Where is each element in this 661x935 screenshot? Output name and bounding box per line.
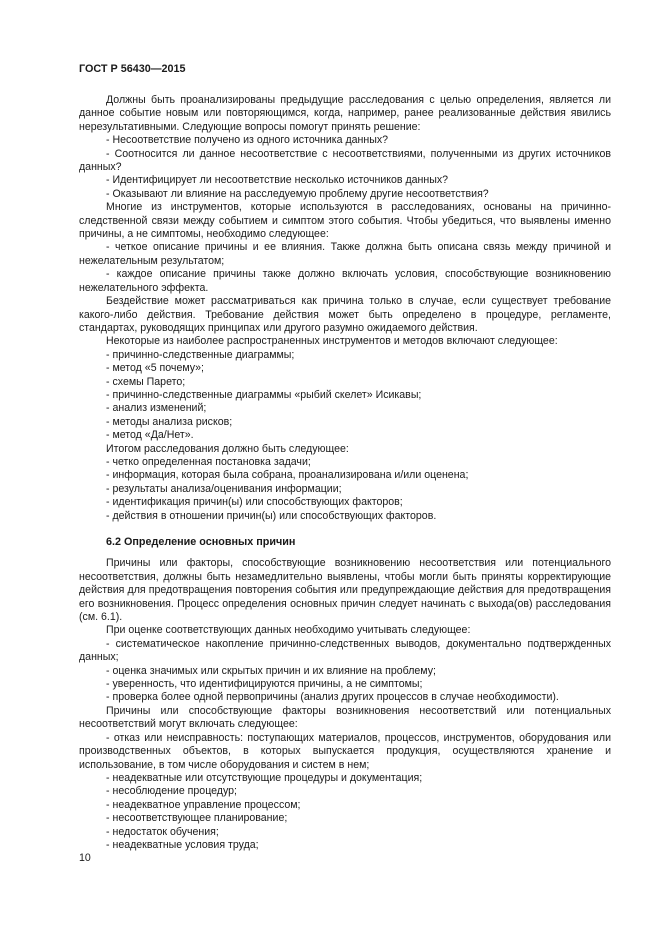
paragraph: При оценке соответствующих данных необходимо учитывать следующее: (106, 624, 471, 637)
paragraph: Многие из инструментов, которые используются в расследованиях, основаны на причинно-следственной связи между событием и симптом этого события. Чтобы убедиться, что выявлены именно причины, а не симптомы, необходимо следующее: (79, 201, 611, 241)
list-item: - неадекватные или отсутствующие процедуры и документация; (106, 771, 423, 784)
list-item: - схемы Парето; (106, 375, 186, 388)
list-item: - результаты анализа/оценивания информации; (106, 482, 342, 495)
list-item: - идентификация причин(ы) или способствующих факторов; (106, 496, 403, 509)
results-list (79, 456, 611, 523)
paragraph: Должны быть проанализированы предыдущие расследования с целью определения, является ли данное событие новым или повторяющимся, когда, например, ранее реализованные действия явились нерезультативными. Следующие вопросы помогут принять решение: (79, 94, 611, 133)
list-item: - причинно-следственные диаграммы «рыбий скелет» Исикавы; (106, 388, 422, 401)
paragraph: Причины или способствующие факторы возникновения несоответствий или потенциальных несоответствий могут включать следующее: (79, 704, 611, 731)
list-item: - несоответствующее планирование; (106, 812, 288, 825)
list-item: - метод «Да/Нет». (106, 429, 194, 442)
list-item: - причинно-следственные диаграммы; (106, 348, 295, 361)
evaluation-list (79, 638, 611, 705)
list-item: - уверенность, что идентифицируются причины, а не симптомы; (106, 678, 423, 691)
document-body (79, 94, 611, 852)
paragraph: Некоторые из наиболее распространенных инструментов и методов включают следующее: (106, 335, 558, 348)
list-item: - четкое описание причины и ее влияния. Также должна быть описана связь между причиной и нежелательным результатом; (79, 241, 611, 267)
list-item: - каждое описание причины также должно включать условия, способствующие возникновению нежелательного эффекта. (79, 268, 611, 294)
list-item: - метод «5 почему»; (106, 362, 204, 375)
list-item: - недостаток обучения; (106, 825, 219, 838)
list-item: - отказ или неисправность: поступающих материалов, процессов, инструментов, оборудования или производственных объектов, в которых выпускается продукция, осуществляются хранение и использование, в том числе оборудования и систем в нем; (79, 731, 611, 771)
list-item: - информация, которая была собрана, проанализирована и/или оценена; (106, 469, 469, 482)
paragraph: Итогом расследования должно быть следующее: (106, 442, 349, 455)
list-item: - методы анализа рисков; (106, 415, 233, 428)
list-item: - неадекватное управление процессом; (106, 798, 301, 811)
list-item: - действия в отношении причин(ы) или способствующих факторов. (106, 509, 437, 522)
list-item: - неадекватные условия труда; (106, 838, 259, 851)
question-item: - Идентифицирует ли несоответствие несколько источников данных? (106, 174, 449, 187)
list-item: - оценка значимых или скрытых причин и их влияние на проблему; (106, 664, 436, 677)
list-item: - проверка более одной первопричины (анализ других процессов в случае необходимости). (106, 691, 559, 704)
section-heading: 6.2 Определение основных причин (106, 536, 296, 548)
tools-list (79, 349, 611, 443)
page-number: 10 (79, 852, 91, 864)
factors-list (79, 772, 611, 852)
paragraph: Бездействие может рассматриваться как причина только в случае, если существует требование какого-либо действия. Требование действия может быть определено в процедуре, регламенте, стандартах, руководящих принципах или другого разумно ожидаемого действия. (79, 295, 611, 334)
list-item: - систематическое накопление причинно-следственных выводов, документально подтвержденных данных; (79, 637, 611, 664)
paragraph: Причины или факторы, способствующие возникновению несоответствия или потенциального несоответствия, должны быть незамедлительно выявлены, чтобы могли быть приняты корректирующие действия для предотвращения повторения события или предупреждающие действия для предотвращения его возникновения. Процесс определения основных причин следует начинать с выхода(ов) расследования (см. 6.1). (79, 557, 611, 624)
list-item: - четко определенная постановка задачи; (106, 455, 311, 468)
question-item: - Соотносится ли данное несоответствие с несоответствиями, полученными из других источников данных? (79, 147, 611, 174)
document-code: ГОСТ Р 56430—2015 (79, 63, 186, 75)
question-item: - Несоответствие получено из одного источника данных? (106, 134, 389, 147)
list-item: - анализ изменений; (106, 402, 207, 415)
question-item: - Оказывают ли влияние на расследуемую проблему другие несоответствия? (106, 187, 489, 200)
list-item: - несоблюдение процедур; (106, 785, 238, 798)
